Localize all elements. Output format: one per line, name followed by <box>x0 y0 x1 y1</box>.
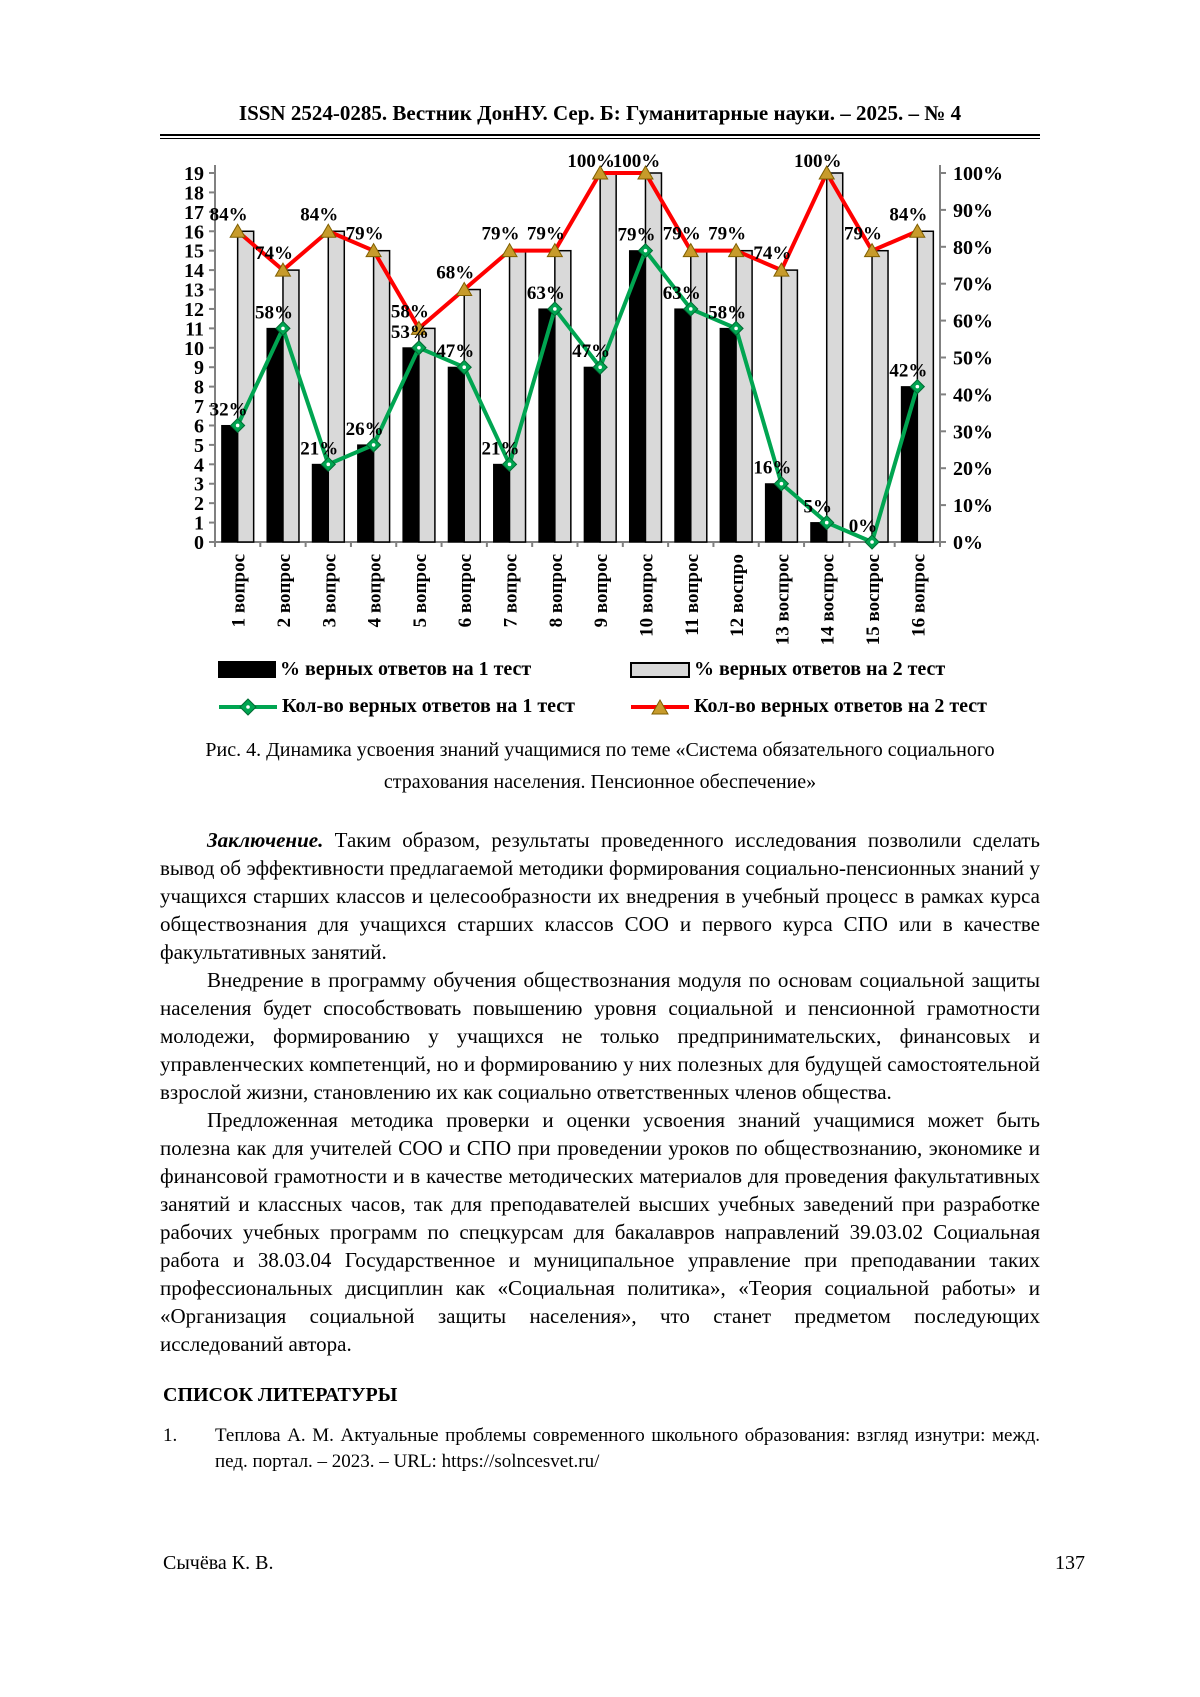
data-label-test2-q13: 74% <box>753 243 792 265</box>
bar-test1-q6 <box>448 367 464 542</box>
bar-test2-q6 <box>464 290 480 542</box>
legend-label: Кол-во верных ответов на 1 тест <box>282 695 575 717</box>
data-label-test1-q12: 58% <box>708 302 747 324</box>
bar-test1-q11 <box>675 309 691 542</box>
left-axis-tick-label: 3 <box>194 473 204 496</box>
diamond-marker-dot <box>780 482 784 486</box>
bar-test1-q1 <box>222 425 238 542</box>
diamond-marker-dot <box>598 365 602 369</box>
bar-test2-q12 <box>736 251 752 542</box>
x-category-label: 3 вопрос <box>319 554 341 628</box>
diamond-marker-dot <box>417 346 421 350</box>
data-label-test1-q10: 79% <box>617 224 656 246</box>
left-axis-tick-label: 0 <box>194 532 204 554</box>
x-category-label: 14 воспрос <box>817 554 839 646</box>
left-axis-tick-label: 11 <box>185 318 204 341</box>
left-axis-tick-label: 12 <box>184 298 204 321</box>
footer-page-number: 137 <box>1055 1552 1085 1574</box>
left-axis-tick-label: 4 <box>194 454 204 477</box>
data-label-test1-q14: 5% <box>803 496 832 518</box>
data-label-test2-q16: 84% <box>889 204 928 226</box>
diamond-marker-dot <box>508 463 512 467</box>
data-label-test2-q1: 84% <box>209 204 248 226</box>
bar-test1-q12 <box>720 328 736 542</box>
figure-caption <box>160 734 1040 798</box>
right-axis-tick-label: 90% <box>953 199 993 222</box>
data-label-test1-q7: 21% <box>481 438 520 460</box>
legend-label: Кол-во верных ответов на 2 тест <box>694 695 987 717</box>
data-label-test1-q9: 47% <box>572 341 611 363</box>
data-label-test1-q11: 63% <box>662 282 701 304</box>
right-axis-tick-label: 20% <box>953 458 993 481</box>
x-category-label: 13 воспрос <box>772 554 794 646</box>
data-label-test2-q4: 79% <box>345 223 384 245</box>
red-line-triangle-icon <box>630 698 690 716</box>
x-category-label: 6 вопрос <box>455 554 477 628</box>
left-axis-tick-label: 7 <box>194 396 204 419</box>
paragraph-conclusion <box>160 826 1040 966</box>
bar-test1-q8 <box>539 309 555 542</box>
right-axis-tick-label: 10% <box>953 495 993 518</box>
x-category-label: 9 вопрос <box>591 554 613 628</box>
data-label-test2-q6: 68% <box>436 262 475 284</box>
data-label-test2-q10: 100% <box>612 151 661 172</box>
diamond-marker-dot <box>870 540 874 544</box>
page-header-title: ISSN 2524-0285. Вестник ДонНУ. Сер. Б: Гуманитарные науки. – 2025. – № 4 <box>238 101 962 125</box>
left-axis-tick-label: 18 <box>184 182 204 205</box>
paragraph-text: Внедрение в программу обучения обществознания модуля по основам социальной защиты населения будет способствовать повышению уровня социальной и пенсионной грамотности молодежи, формированию у учащихся не только предпринимательских, финансовых и управленческих компетенций, но и формированию у них полезных для будущей самостоятельной взрослой жизни, становлению их как социально ответственных членов общества. <box>160 968 1040 1104</box>
data-label-test2-q9: 100% <box>567 151 615 172</box>
diamond-marker-dot <box>553 307 557 311</box>
data-label-test1-q1: 32% <box>209 399 248 421</box>
bar-test2-q1 <box>238 231 254 542</box>
x-category-label: 15 воспрос <box>863 554 885 646</box>
legend-row-2 <box>218 695 1078 718</box>
legend-label: % верных ответов на 2 тест <box>694 658 946 680</box>
gray-bar-swatch-icon <box>630 662 690 678</box>
references-heading: СПИСОК ЛИТЕРАТУРЫ <box>163 1384 398 1406</box>
left-axis-tick-label: 2 <box>194 493 204 516</box>
left-axis-tick-label: 1 <box>194 512 204 535</box>
green-line-diamond-icon <box>218 698 278 716</box>
left-axis-tick-label: 10 <box>184 337 204 360</box>
x-category-label: 1 вопрос <box>228 554 250 628</box>
data-label-test1-q16: 42% <box>889 360 928 382</box>
left-axis-tick-label: 19 <box>184 163 204 185</box>
diamond-marker-dot <box>372 443 376 447</box>
x-category-label: 7 вопрос <box>500 554 522 628</box>
bar-test2-q14 <box>827 173 843 542</box>
legend-item-line-test2 <box>630 695 1078 718</box>
diamond-marker-dot <box>916 385 920 389</box>
right-axis-tick-label: 30% <box>953 421 993 444</box>
paragraph-lead: Заключение. <box>207 828 324 852</box>
diamond-marker-dot <box>281 327 285 331</box>
data-label-test1-q5: 53% <box>390 321 429 343</box>
data-label-test2-q11: 79% <box>662 223 701 245</box>
left-axis-tick-label: 14 <box>184 260 204 283</box>
x-category-label: 2 вопрос <box>273 554 295 628</box>
diamond-marker-dot <box>644 249 648 253</box>
diamond-marker-dot <box>825 521 829 525</box>
left-axis-tick-label: 8 <box>194 376 204 399</box>
legend-label: % верных ответов на 1 тест <box>280 658 532 680</box>
figure-caption-line1: Рис. 4. Динамика усвоения знаний учащимися по теме «Система обязательного социального <box>205 739 995 761</box>
right-axis-tick-label: 0% <box>953 532 983 554</box>
figure-4-chart <box>155 151 1200 656</box>
right-axis-tick-label: 70% <box>953 273 993 296</box>
bar-test1-q13 <box>765 484 781 542</box>
bar-test2-q3 <box>328 231 344 542</box>
x-category-label: 12 воспро <box>727 554 749 637</box>
right-axis-tick-label: 50% <box>953 347 993 370</box>
data-label-test1-q6: 47% <box>436 341 475 363</box>
figure-caption-line2: страхования населения. Пенсионное обеспечение» <box>383 771 817 793</box>
right-axis-tick-label: 100% <box>953 163 1003 185</box>
data-label-test2-q7: 79% <box>481 223 520 245</box>
paragraph-3 <box>160 1106 1040 1358</box>
data-label-test2-q5: 58% <box>390 301 429 323</box>
data-label-test1-q13: 16% <box>753 457 792 479</box>
data-label-test1-q15: 0% <box>848 516 878 537</box>
reference-number: 1. <box>163 1425 178 1446</box>
chart-canvas <box>155 151 1035 656</box>
chart-legend <box>218 658 1078 718</box>
legend-item-line-test1 <box>218 695 630 718</box>
right-axis-tick-label: 60% <box>953 310 993 333</box>
bar-test2-q5 <box>419 328 435 542</box>
black-bar-swatch-icon <box>218 661 276 678</box>
data-label-test2-q2: 74% <box>254 243 293 265</box>
bar-test1-q10 <box>629 251 645 542</box>
legend-item-bar-test1 <box>218 658 630 681</box>
x-category-label: 10 вопрос <box>636 554 658 637</box>
diamond-marker-dot <box>689 307 693 311</box>
left-axis-tick-label: 5 <box>194 434 204 457</box>
bar-test1-q3 <box>312 464 328 542</box>
data-label-test1-q8: 63% <box>526 282 565 304</box>
data-label-test2-q14: 100% <box>793 151 842 172</box>
bar-test1-q9 <box>584 367 600 542</box>
bar-test2-q13 <box>781 270 797 542</box>
x-category-label: 16 вопрос <box>908 554 930 637</box>
data-label-test1-q2: 58% <box>254 302 293 324</box>
right-axis-tick-label: 80% <box>953 236 993 259</box>
footer-author: Сычёва К. В. <box>163 1552 274 1574</box>
data-label-test2-q15: 79% <box>844 223 883 245</box>
diamond-marker-dot <box>734 327 738 331</box>
bar-test1-q4 <box>358 445 374 542</box>
x-category-label: 5 вопрос <box>409 554 431 628</box>
reference-text: Теплова А. М. Актуальные проблемы современного школьного образования: взгляд изнутри: межд. пед. портал. – 2023. – URL: https://solncesvet.ru/ <box>215 1425 1040 1472</box>
bar-test1-q7 <box>494 464 510 542</box>
x-category-label: 8 вопрос <box>545 554 567 628</box>
paragraph-2 <box>160 966 1040 1106</box>
right-axis-tick-label: 40% <box>953 384 993 407</box>
page-footer <box>163 1552 1085 1575</box>
diamond-marker-dot <box>462 365 466 369</box>
paragraph-text: Предложенная методика проверки и оценки усвоения знаний учащимися может быть полезна как для учителей СОО и СПО при проведении уроков по обществознанию, экономике и финансовой грамотности и в качестве методических материалов для проведения факультативных занятий и классных часов, так для преподавателей высших учебных заведений при разработке рабочих учебных программ по спецкурсам для бакалавров направлений 39.03.02 Социальная работа и 38.03.04 Государственное и муниципальное управление при преподавании таких профессиональных дисциплин как «Социальная политика», «Теория социальной работы» и «Организация социальной защиты населения», что станет предметом последующих исследований автора. <box>160 1108 1040 1356</box>
bar-test2-q4 <box>374 251 390 542</box>
left-axis-tick-label: 9 <box>194 357 204 380</box>
data-label-test1-q4: 26% <box>345 418 384 440</box>
bar-test2-q7 <box>510 251 526 542</box>
data-label-test2-q3: 84% <box>300 204 339 226</box>
data-label-test1-q3: 21% <box>300 438 339 460</box>
left-axis-tick-label: 17 <box>184 201 204 224</box>
left-axis-tick-label: 16 <box>184 221 204 244</box>
x-category-label: 4 вопрос <box>364 554 386 628</box>
x-category-label: 11 вопрос <box>681 554 703 636</box>
header-rule <box>160 134 1040 139</box>
left-axis-tick-label: 15 <box>184 240 204 263</box>
legend-item-bar-test2 <box>630 658 1078 681</box>
left-axis-tick-label: 13 <box>184 279 204 302</box>
data-label-test2-q8: 79% <box>526 223 565 245</box>
data-label-test2-q12: 79% <box>708 223 747 245</box>
diamond-marker-dot <box>326 463 330 467</box>
body-text <box>160 826 1040 1358</box>
legend-row-1 <box>218 658 1078 681</box>
diamond-marker-dot <box>236 424 240 428</box>
left-axis-tick-label: 6 <box>194 415 204 438</box>
paragraph-text: Таким образом, результаты проведенного исследования позволили сделать вывод об эффективности предлагаемой методики формирования социально-пенсионных знаний у учащихся старших классов и целесообразности их внедрения в учебный процесс в рамках курса обществознания для учащихся старших классов СОО и первого курса СПО или в качестве факультативных занятий. <box>160 828 1040 964</box>
reference-item <box>163 1423 1040 1475</box>
